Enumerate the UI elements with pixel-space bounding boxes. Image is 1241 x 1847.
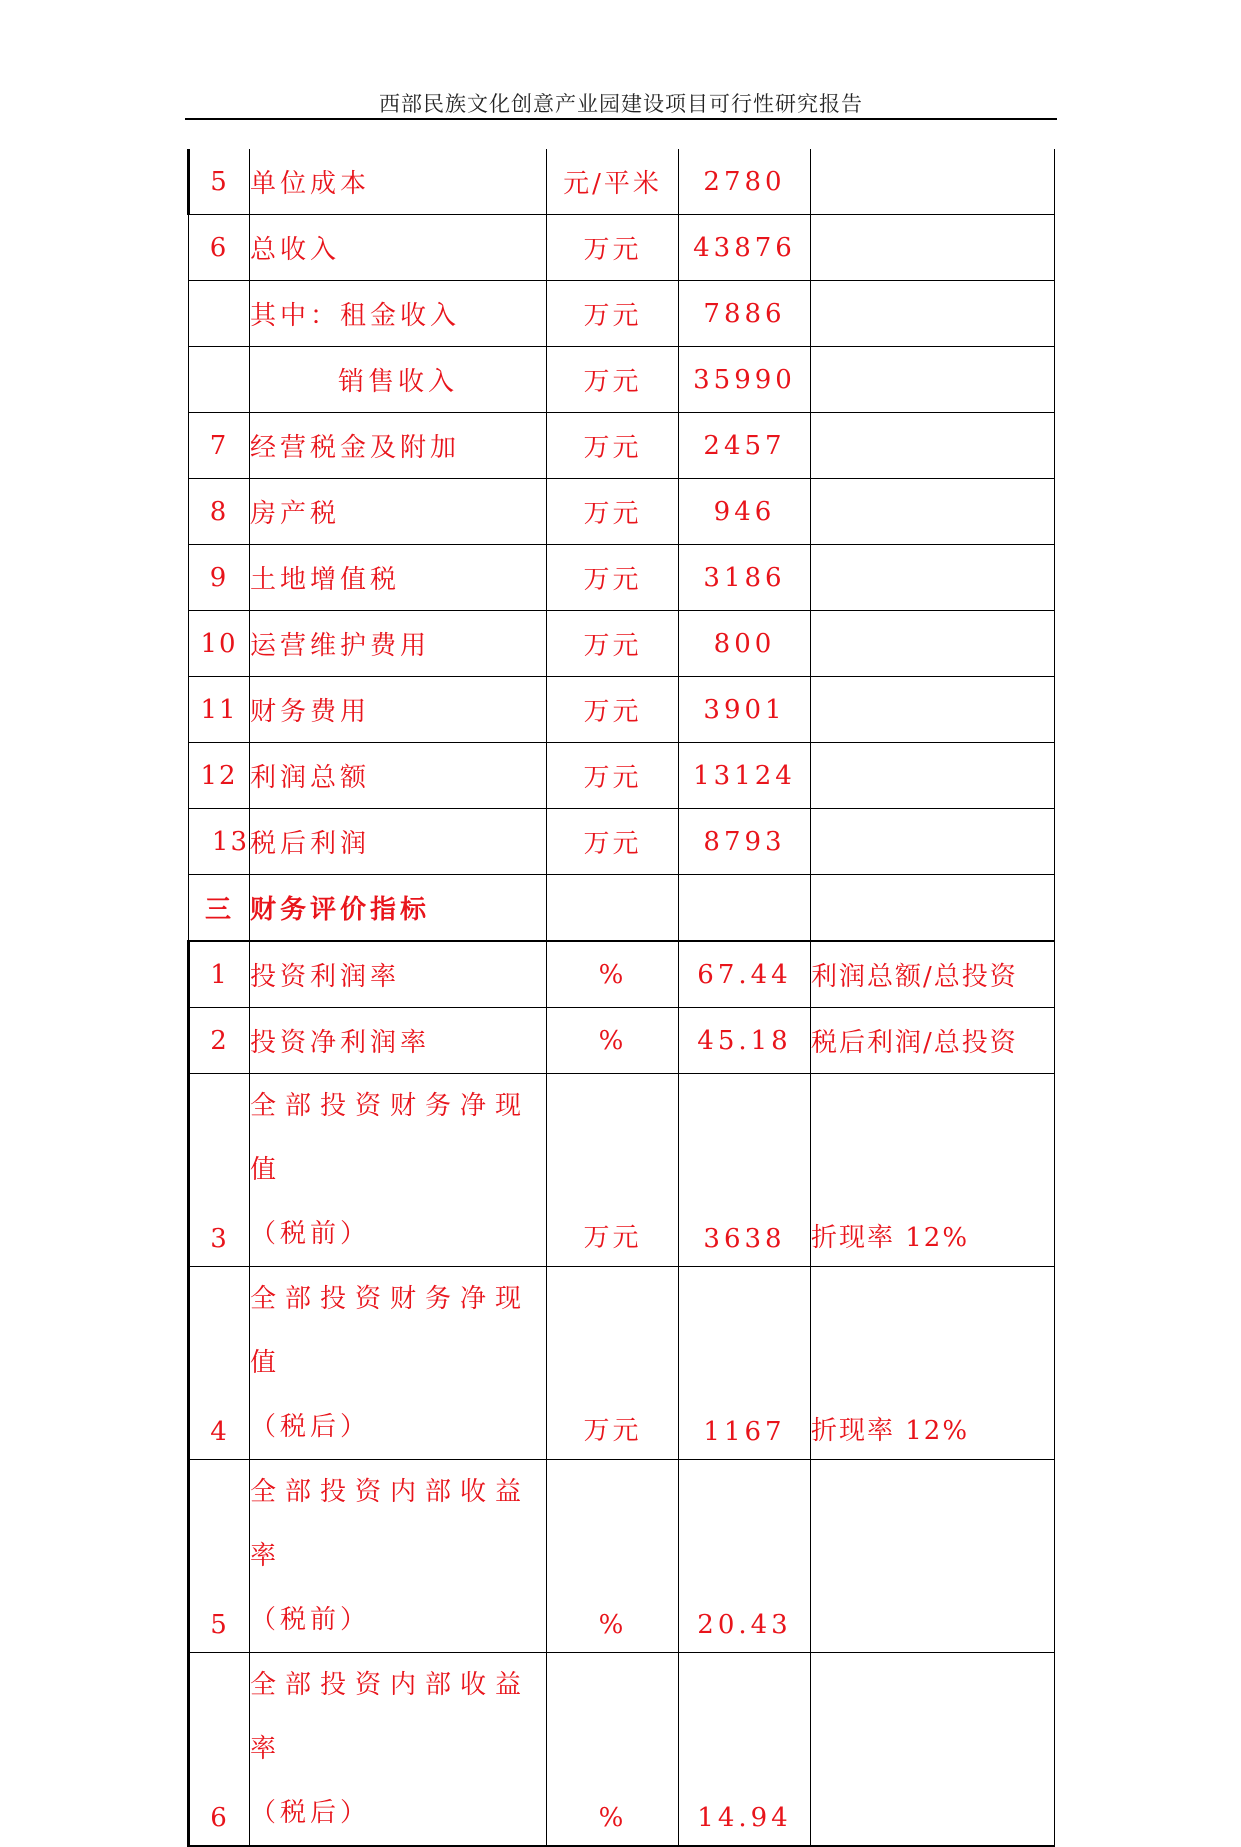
row-value: 1167 [679,1267,811,1460]
row-name: 利润总额 [250,743,547,809]
row-name [250,1460,547,1653]
table-row [189,1074,1055,1267]
row-note [811,875,1055,942]
table-row [189,743,1055,809]
row-value: 3638 [679,1074,811,1267]
row-name: 运营维护费用 [250,611,547,677]
table-row [189,281,1055,347]
row-no: 1 [189,941,250,1008]
row-name: 财务费用 [250,677,547,743]
section-row [189,875,1055,942]
row-no [189,281,250,347]
row-note [811,149,1055,215]
row-value: 3186 [679,545,811,611]
row-name: 土地增值税 [250,545,547,611]
row-name: 投资净利润率 [250,1008,547,1074]
row-unit: % [547,941,679,1008]
row-value: 2457 [679,413,811,479]
row-value: 43876 [679,215,811,281]
row-name-line2: （税后） [250,1412,371,1442]
financial-table [187,149,1055,1847]
table-row [189,809,1055,875]
row-name [250,1074,547,1267]
table-row [189,677,1055,743]
row-value: 35990 [679,347,811,413]
table-row [189,941,1055,1008]
header-divider [185,118,1057,120]
row-unit: 元/平米 [547,149,679,215]
row-name-line2: （税前） [250,1219,371,1249]
row-no: 4 [189,1267,250,1460]
row-name-line2: （税前） [250,1605,371,1635]
table-row [189,347,1055,413]
row-no: 8 [189,479,250,545]
row-no: 12 [189,743,250,809]
row-note: 利润总额/总投资 [811,941,1055,1008]
row-note [811,611,1055,677]
row-value: 14.94 [679,1653,811,1847]
row-note [811,215,1055,281]
row-unit: 万元 [547,347,679,413]
row-value: 3901 [679,677,811,743]
row-name [250,1267,547,1460]
row-unit: 万元 [547,545,679,611]
row-value [679,875,811,942]
table-row [189,545,1055,611]
row-unit: 万元 [547,1267,679,1460]
row-name: 经营税金及附加 [250,413,547,479]
row-no: 7 [189,413,250,479]
row-note [811,413,1055,479]
row-name-line1: 全部投资内部收益率 [250,1670,531,1764]
row-name: 单位成本 [250,149,547,215]
row-note: 税后利润/总投资 [811,1008,1055,1074]
row-unit: 万元 [547,611,679,677]
row-name: 房产税 [250,479,547,545]
row-name-line1: 全部投资财务净现值 [250,1091,531,1185]
table-row [189,1008,1055,1074]
row-unit: % [547,1653,679,1847]
row-note [811,743,1055,809]
section-no: 三 [189,875,250,942]
table-row [189,413,1055,479]
row-value: 67.44 [679,941,811,1008]
row-name [250,1653,547,1847]
row-value: 45.18 [679,1008,811,1074]
row-no: 11 [189,677,250,743]
row-note [811,479,1055,545]
row-unit [547,875,679,942]
row-unit: 万元 [547,413,679,479]
row-no: 9 [189,545,250,611]
row-no: 6 [189,1653,250,1847]
row-no: 5 [189,149,250,215]
table-row [189,479,1055,545]
row-value: 13124 [679,743,811,809]
page-header-title: 西部民族文化创意产业园建设项目可行性研究报告 [379,92,863,116]
row-name-line1: 全部投资财务净现值 [250,1284,531,1378]
row-note [811,1653,1055,1847]
row-value: 946 [679,479,811,545]
row-unit: % [547,1460,679,1653]
row-note: 折现率 12% [811,1267,1055,1460]
row-no: 2 [189,1008,250,1074]
row-value: 8793 [679,809,811,875]
row-unit: 万元 [547,809,679,875]
row-note [811,809,1055,875]
row-value: 20.43 [679,1460,811,1653]
row-name: 税后利润 [250,809,547,875]
row-value: 7886 [679,281,811,347]
row-name-line2: （税后） [250,1798,371,1828]
row-no: 5 [189,1460,250,1653]
row-name: 投资利润率 [250,941,547,1008]
row-unit: 万元 [547,479,679,545]
row-note: 折现率 12% [811,1074,1055,1267]
table-row [189,149,1055,215]
table-row [189,215,1055,281]
table-row [189,1460,1055,1653]
row-unit: 万元 [547,281,679,347]
row-unit: 万元 [547,743,679,809]
row-name: 其中：租金收入 [250,281,547,347]
row-note [811,281,1055,347]
table-row [189,1267,1055,1460]
row-note [811,1460,1055,1653]
table-row [189,1653,1055,1847]
row-name: 销售收入 [250,347,547,413]
row-no: 10 [189,611,250,677]
row-note [811,677,1055,743]
row-note [811,347,1055,413]
row-value: 2780 [679,149,811,215]
row-name: 总收入 [250,215,547,281]
row-unit: 万元 [547,1074,679,1267]
row-name-line1: 全部投资内部收益率 [250,1477,531,1571]
row-no: 6 [189,215,250,281]
row-unit: 万元 [547,215,679,281]
row-no: 3 [189,1074,250,1267]
row-no [189,347,250,413]
row-note [811,545,1055,611]
table-row [189,611,1055,677]
row-unit: % [547,1008,679,1074]
row-value: 800 [679,611,811,677]
section-title: 财务评价指标 [250,875,547,942]
row-no: 13 [189,809,250,875]
row-unit: 万元 [547,677,679,743]
